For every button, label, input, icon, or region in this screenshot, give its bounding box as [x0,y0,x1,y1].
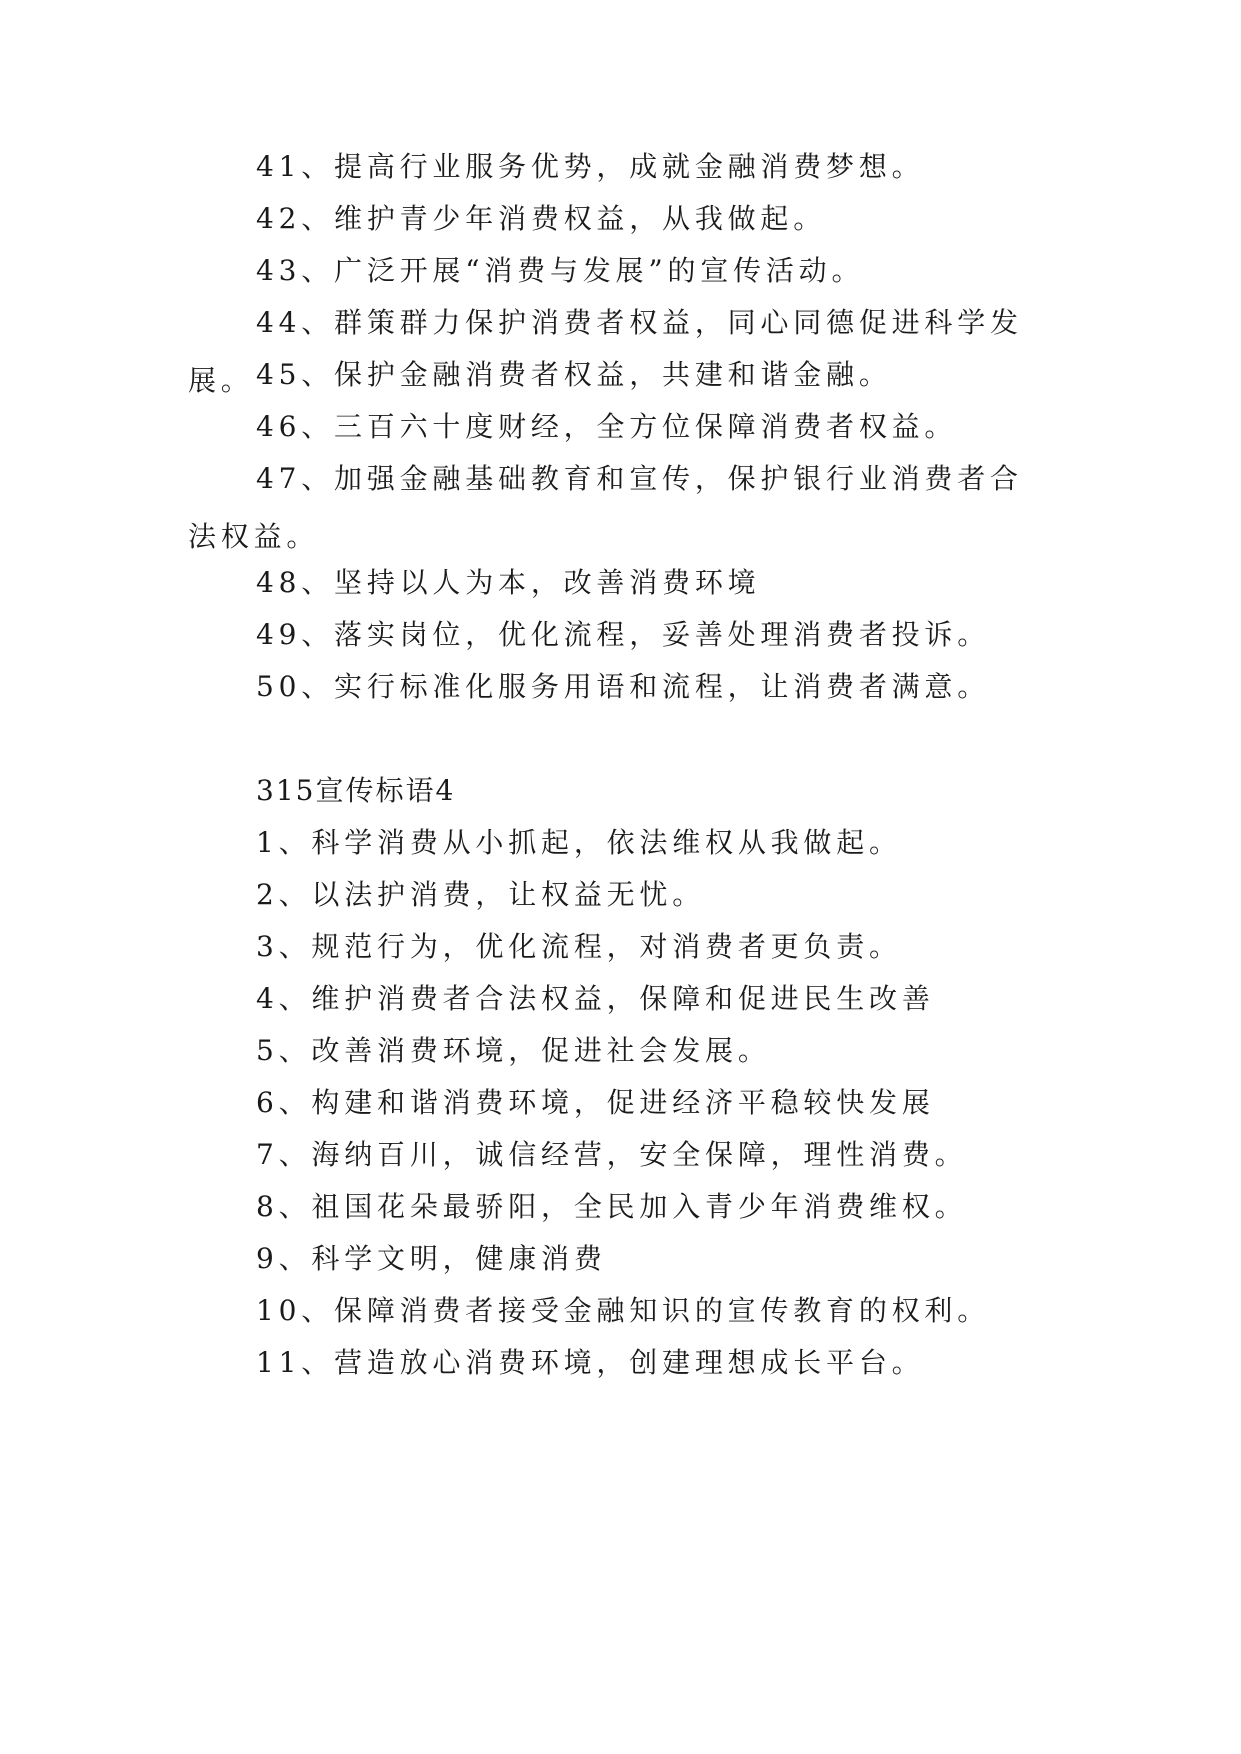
slogan-44: 44、群策群力保护消费者权益，同心同德促进科学发展。 [188,306,1023,397]
slogan-50: 50、实行标准化服务用语和流程，让消费者满意。 [256,670,991,703]
slogan-b6: 6、构建和谐消费环境，促进经济平稳较快发展 [256,1086,935,1119]
slogan-43: 43、广泛开展“消费与发展”的宣传活动。 [256,254,865,287]
slogan-b5: 5、改善消费环境，促进社会发展。 [256,1034,771,1067]
slogan-46: 46、三百六十度财经，全方位保障消费者权益。 [256,410,958,443]
slogan-42: 42、维护青少年消费权益，从我做起。 [256,202,827,235]
slogan-45: 45、保护金融消费者权益，共建和谐金融。 [256,358,892,391]
slogan-b11: 11、营造放心消费环境，创建理想成长平台。 [256,1346,925,1379]
slogan-b4: 4、维护消费者合法权益，保障和促进民生改善 [256,982,935,1015]
slogan-b3: 3、规范行为，优化流程，对消费者更负责。 [256,930,902,963]
slogan-47: 47、加强金融基础教育和宣传，保护银行业消费者合法权益。 [188,462,1023,553]
slogan-49: 49、落实岗位，优化流程，妥善处理消费者投诉。 [256,618,991,651]
slogan-b9: 9、科学文明，健康消费 [256,1242,607,1275]
slogan-b10: 10、保障消费者接受金融知识的宣传教育的权利。 [256,1294,991,1327]
slogan-b7: 7、海纳百川，诚信经营，安全保障，理性消费。 [256,1138,968,1171]
section-heading: 315宣传标语4 [256,774,456,807]
slogan-48: 48、坚持以人为本，改善消费环境 [256,566,761,599]
slogan-b2: 2、以法护消费，让权益无忧。 [256,878,706,911]
slogan-41: 41、提高行业服务优势，成就金融消费梦想。 [256,150,925,183]
slogan-b8: 8、祖国花朵最骄阳，全民加入青少年消费维权。 [256,1190,968,1223]
slogan-b1: 1、科学消费从小抓起，依法维权从我做起。 [256,826,902,859]
